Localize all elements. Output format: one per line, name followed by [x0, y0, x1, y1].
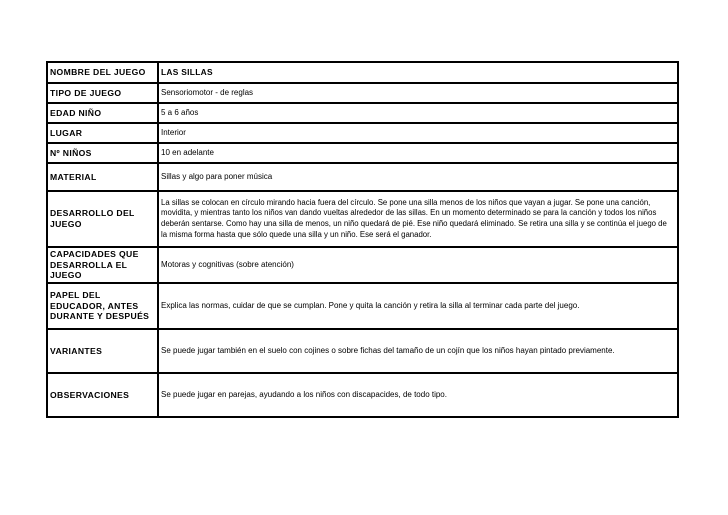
row-label: EDAD NIÑO [48, 103, 158, 123]
game-info-grid [48, 63, 679, 418]
table-row-ninos [48, 143, 678, 163]
row-value: Motoras y cognitivas (sobre atención) [158, 247, 678, 283]
row-label: TIPO DE JUEGO [48, 83, 158, 103]
row-value: Se puede jugar en parejas, ayudando a los niños con discapacides, de todo tipo. [158, 373, 678, 417]
table-row-lugar [48, 123, 678, 143]
row-value: La sillas se colocan en círculo mirando hacia fuera del círculo. Se pone una silla menos de los niños que vayan a jugar. Se pone una canción, movidita, y mientras tanto los niños van dando vueltas alrededor de las sillas. En un momento determinado se para la canción y todos los niños deberán sentarse. Como hay una silla de menos, un niño quedará de pié. Ese niño quedará eliminado. Se retira una silla y se continúa el juego de la misma forma hasta que sólo quede una silla y un niño. Ese será el ganador. [158, 191, 678, 247]
row-label: PAPEL DEL EDUCADOR, ANTES DURANTE Y DESPUÉS [48, 283, 158, 329]
row-label: DESARROLLO DEL JUEGO [48, 191, 158, 247]
table-row-capacidades [48, 247, 678, 283]
row-label: LUGAR [48, 123, 158, 143]
row-value: 5 a 6 años [158, 103, 678, 123]
row-value: LAS SILLAS [158, 63, 678, 83]
row-label: NOMBRE DEL JUEGO [48, 63, 158, 83]
row-label: VARIANTES [48, 329, 158, 373]
row-value: Explica las normas, cuidar de que se cumplan. Pone y quita la canción y retira la silla al terminar cada parte del juego. [158, 283, 678, 329]
row-value: 10 en adelante [158, 143, 678, 163]
row-value: Se puede jugar también en el suelo con cojines o sobre fichas del tamaño de un cojín que los niños hayan pintado previamente. [158, 329, 678, 373]
table-row-desarrollo [48, 191, 678, 247]
table-row-material [48, 163, 678, 191]
row-value: Sillas y algo para poner música [158, 163, 678, 191]
table-row-papel [48, 283, 678, 329]
game-sheet-table [46, 61, 679, 418]
table-row-nombre [48, 63, 678, 83]
row-label: OBSERVACIONES [48, 373, 158, 417]
row-label: Nº NIÑOS [48, 143, 158, 163]
table-row-tipo [48, 83, 678, 103]
table-row-edad [48, 103, 678, 123]
row-label: MATERIAL [48, 163, 158, 191]
row-value: Sensoriomotor - de reglas [158, 83, 678, 103]
row-label: CAPACIDADES QUE DESARROLLA EL JUEGO [48, 247, 158, 283]
row-value: Interior [158, 123, 678, 143]
table-row-observaciones [48, 373, 678, 417]
table-row-variantes [48, 329, 678, 373]
